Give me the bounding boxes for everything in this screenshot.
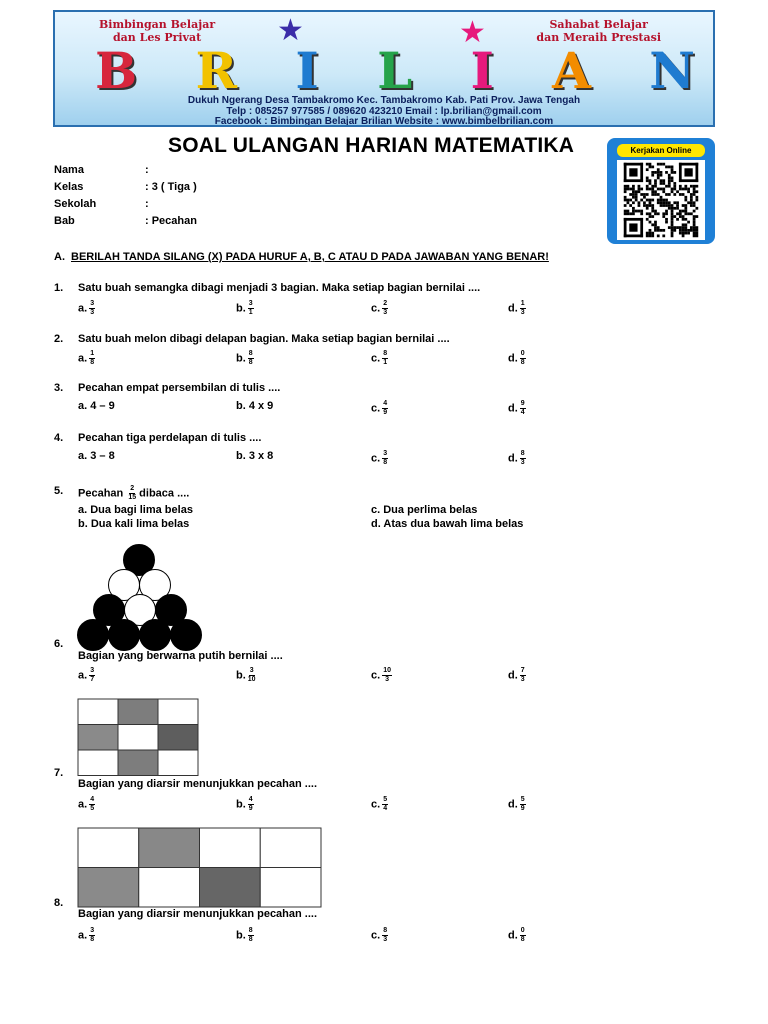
- brand-letter: A: [552, 41, 591, 100]
- option-label: c.: [371, 929, 381, 942]
- brand-logo: [95, 41, 695, 100]
- question-text: Satu buah melon dibagi delapan bagian. Maka setiap bagian bernilai ....: [78, 333, 450, 345]
- online-qr-box[interactable]: [607, 138, 715, 244]
- blank-cell: [118, 725, 158, 751]
- numerator: 8: [248, 350, 253, 357]
- answer-option[interactable]: [371, 450, 388, 467]
- answer-option[interactable]: [508, 667, 526, 684]
- question-text: [78, 485, 189, 502]
- fraction: [248, 927, 254, 944]
- answer-option[interactable]: [508, 400, 526, 417]
- answer-option[interactable]: [78, 518, 189, 530]
- black-circle: [78, 620, 109, 651]
- question-text: Bagian yang diarsir menunjukkan pecahan ....: [78, 778, 318, 790]
- fraction: [382, 667, 392, 684]
- question-text-before: Pecahan: [78, 487, 124, 500]
- question-number: 4.: [54, 432, 64, 444]
- option-label: a. 4 – 9: [78, 400, 115, 412]
- qr-label: Kerjakan Online: [617, 144, 705, 157]
- black-circle: [140, 620, 171, 651]
- answer-option[interactable]: [236, 667, 256, 684]
- denominator: 9: [248, 805, 253, 812]
- option-label: c.: [371, 452, 381, 465]
- fraction: [520, 450, 526, 467]
- q6-circle-figure: [76, 544, 204, 652]
- address-line: Dukuh Ngerang Desa Tambakromo Kec. Tambakromo Kab. Pati Prov. Jawa Tengah: [187, 95, 581, 106]
- denominator: 8: [248, 936, 253, 943]
- denominator: 1: [248, 309, 253, 316]
- tagline-left-line: dan Les Privat: [112, 31, 202, 44]
- answer-option[interactable]: [371, 350, 388, 367]
- option-label: d.: [508, 669, 518, 682]
- blank-cell: [78, 828, 139, 868]
- answer-option[interactable]: [371, 504, 477, 516]
- question-number: 5.: [54, 485, 64, 497]
- question-number: 3.: [54, 382, 64, 394]
- numerator: 1: [520, 300, 525, 307]
- numerator: 3: [249, 667, 254, 674]
- fraction: [89, 350, 95, 367]
- info-key: Kelas: [54, 181, 84, 193]
- fraction: [520, 400, 526, 417]
- blank-cell: [158, 750, 198, 776]
- numerator: 4: [90, 796, 95, 803]
- star-icon: ★: [459, 16, 486, 49]
- denominator: 3: [520, 309, 525, 316]
- answer-option[interactable]: [78, 300, 95, 317]
- denominator: 3: [90, 309, 95, 316]
- info-value: :: [145, 198, 149, 210]
- option-label: a.: [78, 798, 88, 811]
- answer-option[interactable]: [508, 927, 526, 944]
- answer-option[interactable]: [236, 300, 254, 317]
- denominator: 1: [383, 359, 388, 366]
- info-key: Sekolah: [54, 198, 97, 210]
- option-label: d.: [508, 452, 518, 465]
- denominator: 9: [520, 805, 525, 812]
- numerator: 0: [520, 927, 525, 934]
- option-label: d.: [508, 402, 518, 415]
- answer-option[interactable]: [371, 300, 388, 317]
- answer-option[interactable]: [78, 927, 95, 944]
- brand-letter: N: [649, 41, 695, 100]
- answer-option[interactable]: [78, 400, 115, 412]
- header-banner: [53, 10, 715, 127]
- answer-option[interactable]: [78, 667, 95, 684]
- option-label: c.: [371, 402, 381, 415]
- denominator: 8: [383, 459, 388, 466]
- blank-cell: [139, 868, 200, 908]
- blank-cell: [260, 828, 321, 868]
- option-label: d.: [508, 352, 518, 365]
- option-label: a. 3 – 8: [78, 450, 115, 462]
- fraction: [520, 796, 526, 813]
- blank-cell: [158, 699, 198, 725]
- denominator: 3: [520, 459, 525, 466]
- numerator: 5: [520, 796, 525, 803]
- page-title: SOAL ULANGAN HARIAN MATEMATIKA: [168, 134, 575, 157]
- denominator: 8: [248, 359, 253, 366]
- brand-letter: B: [95, 41, 138, 100]
- q8-grid-figure: [77, 827, 322, 908]
- info-value: : Pecahan: [145, 215, 197, 227]
- info-key: Nama: [54, 164, 84, 176]
- answer-option[interactable]: [78, 504, 193, 516]
- info-value: : 3 ( Tiga ): [145, 181, 197, 193]
- fraction: [520, 667, 526, 684]
- numerator: 3: [90, 667, 95, 674]
- fraction: [382, 400, 388, 417]
- question-text: Pecahan tiga perdelapan di tulis ....: [78, 432, 262, 444]
- numerator: 8: [383, 927, 388, 934]
- answer-option[interactable]: [371, 927, 388, 944]
- answer-option[interactable]: [78, 450, 115, 462]
- question-number: 8.: [54, 897, 64, 909]
- fraction: [248, 796, 254, 813]
- answer-option[interactable]: [508, 796, 526, 813]
- fraction: [382, 300, 388, 317]
- fraction: [89, 300, 95, 317]
- denominator: 3: [520, 676, 525, 683]
- question-text: Bagian yang diarsir menunjukkan pecahan ....: [78, 908, 318, 920]
- option-label: b. 4 x 9: [236, 400, 274, 412]
- denominator: 3: [385, 676, 390, 683]
- tagline-right-line: Sahabat Belajar: [549, 18, 648, 31]
- instruction-text: BERILAH TANDA SILANG (X) PADA HURUF A, B, C ATAU D PADA JAWABAN YANG BENAR!: [71, 251, 549, 263]
- option-label: d.: [508, 929, 518, 942]
- option-label: b.: [236, 669, 246, 682]
- numerator: 8: [248, 927, 253, 934]
- question-number: 1.: [54, 282, 64, 294]
- shaded-cell: [78, 868, 139, 908]
- contact-line: Telp : 085257 977585 / 089620 423210 Email : lp.brilian@gmail.com: [226, 106, 542, 117]
- brand-letter: I: [295, 41, 319, 100]
- denominator: 8: [90, 359, 95, 366]
- answer-option[interactable]: [236, 400, 273, 412]
- fraction: [89, 796, 95, 813]
- numerator: 3: [90, 300, 95, 307]
- option-label: d. Atas dua bawah lima belas: [371, 518, 524, 530]
- brand-letter: I: [470, 41, 494, 100]
- numerator: 4: [383, 400, 388, 407]
- black-circle: [109, 620, 140, 651]
- denominator: 3: [383, 936, 388, 943]
- shaded-cell: [200, 868, 261, 908]
- numerator: 8: [520, 450, 525, 457]
- fraction: [382, 927, 388, 944]
- shaded-cell: [158, 725, 198, 751]
- tagline-right-line: dan Meraih Prestasi: [536, 31, 661, 44]
- option-label: d.: [508, 798, 518, 811]
- numerator: 7: [520, 667, 525, 674]
- blank-cell: [78, 750, 118, 776]
- numerator: 4: [248, 796, 253, 803]
- blank-cell: [260, 868, 321, 908]
- option-label: a. Dua bagi lima belas: [78, 504, 193, 516]
- instruction: [54, 251, 549, 263]
- option-label: c.: [371, 352, 381, 365]
- star-icon: ★: [277, 14, 304, 47]
- numerator: 2: [130, 485, 135, 492]
- fraction: [520, 300, 526, 317]
- fraction: [128, 485, 136, 502]
- question-number: 7.: [54, 767, 64, 779]
- option-label: a.: [78, 929, 88, 942]
- option-label: d.: [508, 302, 518, 315]
- brand-letter: L: [377, 41, 413, 100]
- denominator: 15: [128, 494, 137, 501]
- black-circle: [171, 620, 202, 651]
- option-label: c.: [371, 669, 381, 682]
- numerator: 3: [90, 927, 95, 934]
- tagline-left-line: Bimbingan Belajar: [99, 18, 216, 31]
- answer-option[interactable]: [78, 796, 95, 813]
- fraction: [520, 927, 526, 944]
- question-text: Pecahan empat persembilan di tulis ....: [78, 382, 281, 394]
- denominator: 8: [520, 359, 525, 366]
- fraction: [89, 927, 95, 944]
- option-label: b. Dua kali lima belas: [78, 518, 190, 530]
- denominator: 7: [90, 676, 95, 683]
- option-label: b.: [236, 302, 246, 315]
- option-label: c. Dua perlima belas: [371, 504, 478, 516]
- numerator: 1: [90, 350, 95, 357]
- answer-option[interactable]: [371, 667, 392, 684]
- fraction: [520, 350, 526, 367]
- numerator: 5: [383, 796, 388, 803]
- shaded-cell: [139, 828, 200, 868]
- q7-grid-figure: [77, 698, 199, 776]
- numerator: 3: [383, 450, 388, 457]
- instruction-prefix: A.: [54, 251, 65, 263]
- numerator: 10: [383, 667, 391, 674]
- numerator: 9: [520, 400, 525, 407]
- social-line: Facebook : Bimbingan Belajar Brilian Website : www.bimbelbrilian.com: [214, 116, 554, 127]
- fraction: [248, 667, 256, 684]
- option-label: b. 3 x 8: [236, 450, 274, 462]
- fraction: [382, 450, 388, 467]
- answer-option[interactable]: [236, 927, 254, 944]
- denominator: 8: [520, 936, 525, 943]
- answer-option[interactable]: [508, 350, 526, 367]
- numerator: 8: [383, 350, 388, 357]
- option-label: a.: [78, 302, 88, 315]
- info-value: :: [145, 164, 149, 176]
- question-text: Bagian yang berwarna putih bernilai ....: [78, 650, 283, 662]
- fraction: [382, 796, 388, 813]
- option-label: c.: [371, 302, 381, 315]
- option-label: c.: [371, 798, 381, 811]
- option-label: a.: [78, 669, 88, 682]
- question-number: 6.: [54, 638, 64, 650]
- answer-option[interactable]: [371, 400, 388, 417]
- shaded-cell: [118, 750, 158, 776]
- blank-cell: [200, 828, 261, 868]
- qr-code-icon: [617, 160, 705, 240]
- answer-option[interactable]: [508, 450, 526, 467]
- denominator: 10: [247, 676, 256, 683]
- question-text: Satu buah semangka dibagi menjadi 3 bagian. Maka setiap bagian bernilai ....: [78, 282, 481, 294]
- answer-option[interactable]: [508, 300, 526, 317]
- fraction: [248, 350, 254, 367]
- option-label: b.: [236, 798, 246, 811]
- denominator: 9: [383, 409, 388, 416]
- fraction: [248, 300, 254, 317]
- question-number: 2.: [54, 333, 64, 345]
- shaded-cell: [78, 725, 118, 751]
- numerator: 3: [248, 300, 253, 307]
- denominator: 4: [520, 409, 525, 416]
- numerator: 2: [383, 300, 388, 307]
- question-text-after: dibaca ....: [139, 487, 190, 500]
- answer-option[interactable]: [78, 350, 95, 367]
- blank-cell: [78, 699, 118, 725]
- numerator: 0: [520, 350, 525, 357]
- denominator: 5: [90, 805, 95, 812]
- fraction: [89, 667, 95, 684]
- info-key: Bab: [54, 215, 75, 227]
- denominator: 8: [90, 936, 95, 943]
- brand-letter: R: [195, 41, 238, 100]
- option-label: a.: [78, 352, 88, 365]
- shaded-cell: [118, 699, 158, 725]
- answer-option[interactable]: [236, 350, 254, 367]
- denominator: 4: [383, 805, 388, 812]
- denominator: 3: [383, 309, 388, 316]
- option-label: b.: [236, 352, 246, 365]
- answer-option[interactable]: [371, 518, 523, 530]
- answer-option[interactable]: [371, 796, 388, 813]
- answer-option[interactable]: [236, 450, 273, 462]
- answer-option[interactable]: [236, 796, 254, 813]
- fraction: [382, 350, 388, 367]
- option-label: b.: [236, 929, 246, 942]
